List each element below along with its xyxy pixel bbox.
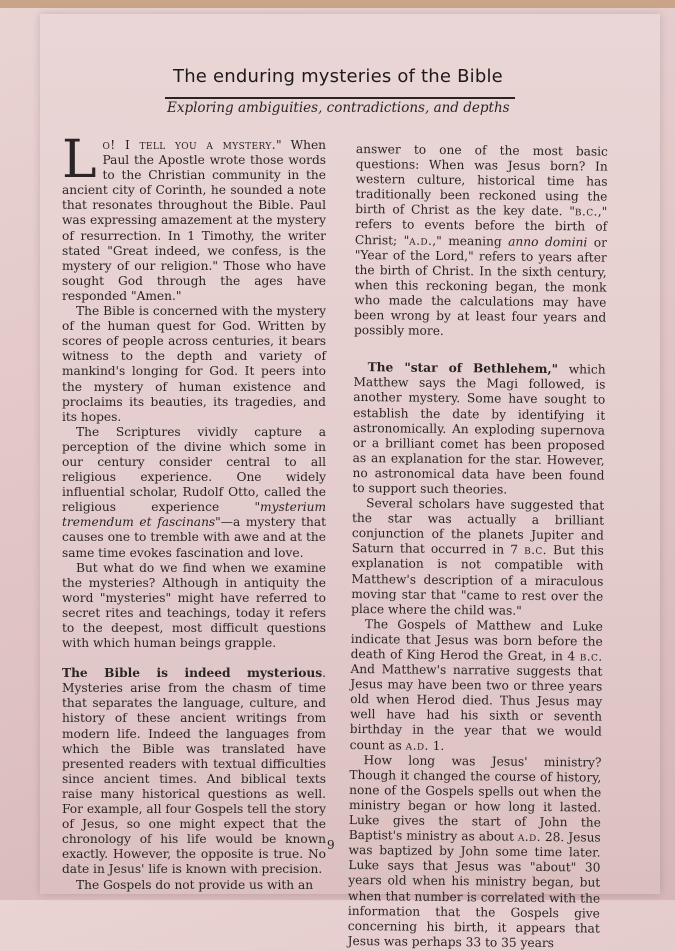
paragraph: How long was Jesus' ministry? Though it changed the course of history, none of the Gospels spells out when the ministry began or how long it lasted. Luke gives the start of John the Baptist's ministry as about a.d. 28. Jesus was baptized by John some time later. Luke says that Jesus was "about" 30 years old when his ministry began, but when that number is correlated with the information that the Gospels give concerning his birth, it appears that Jesus was perhaps 33 to 35 years bbox=[347, 752, 602, 950]
paragraph: The Bible is concerned with the mystery of the human quest for God. Written by scores of people across centuries, it bears witness to the depth and variety of mankind's longing for God. It peers into the mystery of human existence and proclaims its beauties, its tragedies, and its hopes. bbox=[62, 304, 326, 424]
paragraph: But what do we find when we examine the mysteries? Although in antiquity the word "mysteries" might have referred to secret rites and teachings, today it refers to the deepest, most difficult questions with which human beings grapple. bbox=[62, 560, 326, 651]
paragraph: The Bible is indeed mysterious. Mysteries arise from the chasm of time that separates the language, culture, and history of these ancient writings from modern life. Indeed the languages from which the Bible was translated have presented readers with textual difficulties since ancient times. And biblical texts raise many historical questions as well. For example, all four Gospels tell the story of Jesus, so one might expect that the chronology of his life would be known exactly. However, the opposite is true. No date in Jesus' life is known with precision. bbox=[62, 666, 326, 877]
paragraph: The Scriptures vividly capture a perception of the divine which some in our century consider central to all religious experience. One widely influential scholar, Rudolf Otto, called the religious experience "mysterium tremendum et fascinans"—a mystery that causes one to tremble with awe and at the same time evokes fascination and love. bbox=[62, 424, 326, 560]
section-lead: The "star of Bethlehem," bbox=[367, 360, 559, 377]
left-column bbox=[62, 130, 327, 893]
right-column bbox=[348, 142, 608, 951]
article-title: The enduring mysteries of the Bible bbox=[173, 66, 503, 87]
section-lead: The Bible is indeed mysterious bbox=[62, 666, 323, 681]
title-rule bbox=[165, 97, 515, 99]
drop-cap: L bbox=[62, 130, 97, 190]
lead-smallcaps: o! I tell you a mystery. bbox=[102, 138, 277, 152]
lead-text: " When Paul the Apostle wrote those words to the Christian community in the ancient city of Corinth, he sounded a note that resonates throughout the Bible. Paul was expressing amazement at the mystery of resurrection. In 1 Timothy, the writer stated "Great indeed, we confess, is the mystery of our religion." Those who have sought God through the ages have responded "Amen." bbox=[62, 138, 327, 303]
paragraph: The Gospels do not provide us with an bbox=[76, 877, 314, 892]
article-subtitle: Exploring ambiguities, contradictions, and depths bbox=[167, 100, 510, 116]
paragraph: The "star of Bethlehem," which Matthew says the Magi followed, is another mystery. Some have sought to establish the date by identifying it astronomically. An exploding supernova or a brilliant comet has been proposed as an explanation for the star. However, no astronomical data have been found to support such theories. bbox=[352, 360, 606, 497]
lead-paragraph bbox=[62, 130, 327, 304]
book-edge bbox=[0, 0, 675, 8]
paragraph: Several scholars have suggested that the star was actually a brilliant conjunction of the planets Jupiter and Saturn that occurred in 7 b.c. But this explanation is not compatible with Matthew's description of a miraculous moving star that "came to rest over the place where the child was." bbox=[351, 496, 605, 618]
page-number: 9 bbox=[327, 838, 335, 852]
latin-phrase: "mysterium tremendum et fascinans" bbox=[62, 500, 326, 530]
paragraph: The Gospels of Matthew and Luke indicate that Jesus was born before the death of King Herod the Great, in 4 b.c. And Matthew's narrative suggests that Jesus may have been two or three years old when Herod died. Thus Jesus may well have had his sixth or seventh birthday in the year that we would count as a.d. 1. bbox=[349, 616, 604, 753]
paragraph: answer to one of the most basic questions: When was Jesus born? In western culture, historical time has traditionally been reckoned using the birth of Christ as the key date. "b.c.," refers to events before the birth of Christ; "a.d.," meaning anno domini or "Year of the Lord," refers to years after the birth of Christ. In the sixth century, when this reckoning began, the monk who made the calculations may have been wrong by at least four years and possibly more. bbox=[353, 142, 608, 339]
